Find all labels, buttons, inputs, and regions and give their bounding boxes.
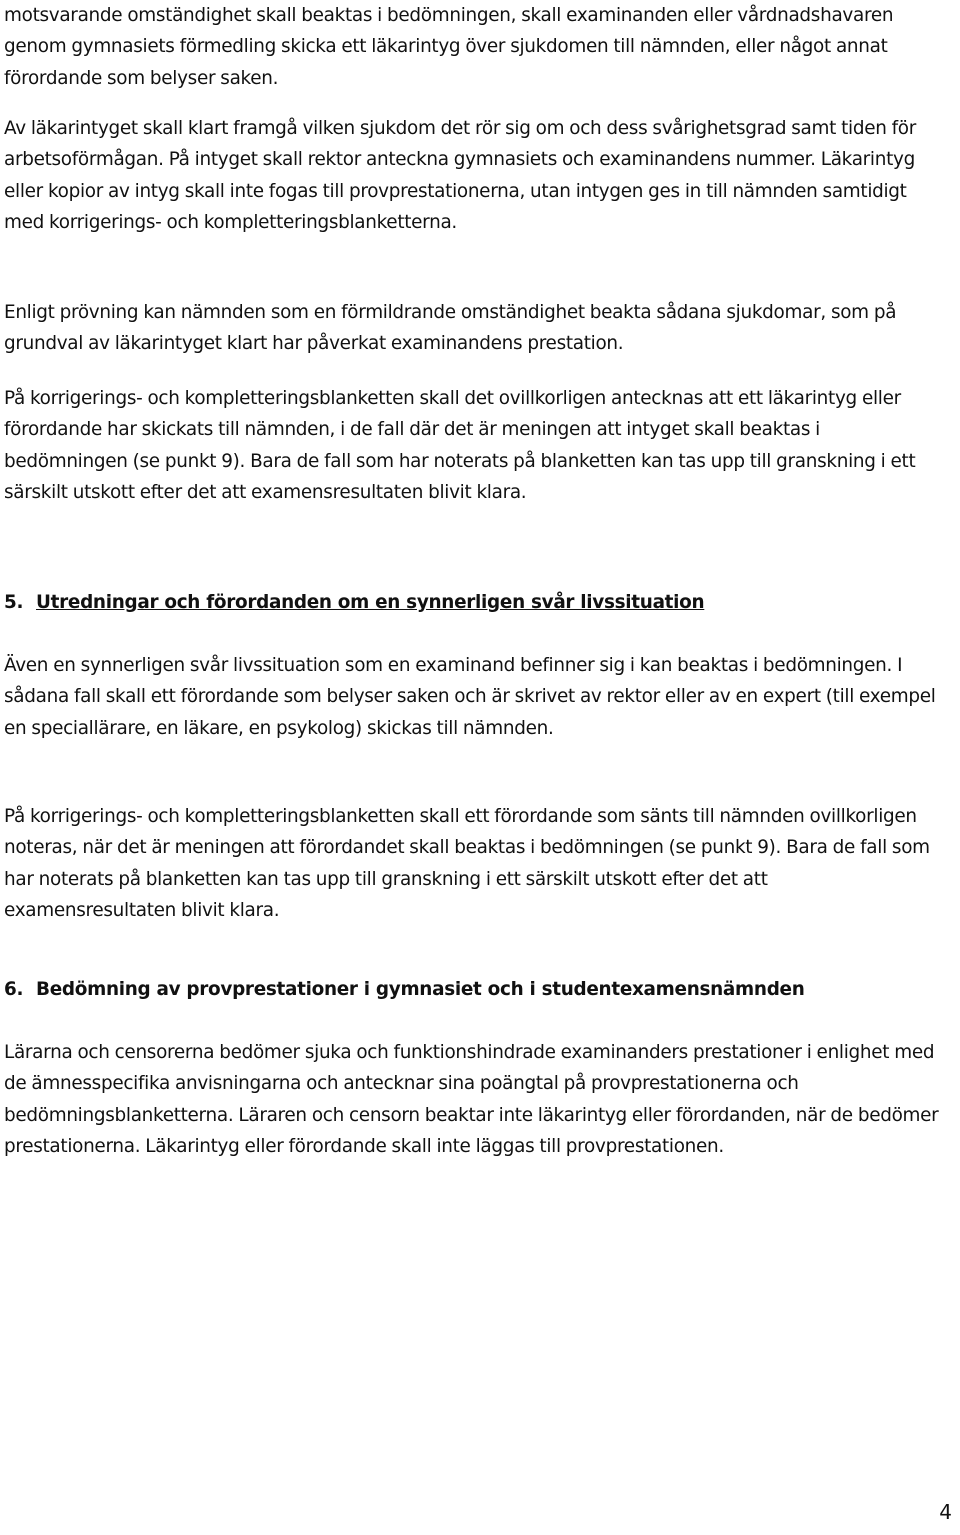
- paragraph-correction-form-note: På korrigerings- och kompletteringsblanketten skall det ovillkorligen antecknas att ett läkarintyg eller förordande har skickats till nämnden, i de fall där det är meningen att intyget skall beaktas i bedömningen (se punkt 9). Bara de fall som har noterats på blanketten kan tas upp till granskning i ett särskilt utskott efter det att examensresultaten blivit klara.: [4, 388, 916, 504]
- section-5-title: Utredningar och förordanden om en synnerligen svår livssituation: [36, 592, 705, 613]
- paragraph-assessment-procedure: Lärarna och censorerna bedömer sjuka och funktionshindrade examinanders prestationer i enlighet med de ämnesspecifika anvisningarna och antecknar sina poängtal på provprestationerna och bedömningsblanketterna. Läraren och censorn beaktar inte läkarintyg eller förordanden, när de bedömer prestationerna. Läkarintyg eller förordande skall inte läggas till provprestationen.: [4, 1042, 939, 1158]
- section-6-title: Bedömning av provprestationer i gymnasiet och i studentexamensnämnden: [36, 979, 805, 1000]
- section-5-heading: [4, 587, 944, 618]
- paragraph-difficult-life-situation: Även en synnerligen svår livssituation som en examinand befinner sig i kan beaktas i bedömningen. I sådana fall skall ett förordande som belyser saken och är skrivet av rektor eller av en expert (till exempel en speciallärare, en läkare, en psykolog) skickas till nämnden.: [4, 655, 936, 739]
- paragraph-mitigating-circumstances: Enligt prövning kan nämnden som en förmildrande omständighet beakta sådana sjukdomar, som på grundval av läkarintyget klart har påverkat examinandens prestation.: [4, 302, 897, 355]
- page-number: 4: [939, 1500, 952, 1524]
- section-6-number: 6.: [4, 979, 24, 1000]
- section-5-number: 5.: [4, 592, 24, 613]
- paragraph-medical-certificate-requirements: Av läkarintyget skall klart framgå vilken sjukdom det rör sig om och dess svårighetsgrad samt tiden för arbetsoförmågan. På intyget skall rektor anteckna gymnasiets och examinandens nummer. Läkarintyg eller kopior av intyg skall inte fogas till provprestationerna, utan intygen ges in till nämnden samtidigt med korrigerings- och kompletteringsblanketterna.: [4, 118, 916, 234]
- section-6-heading: [4, 974, 944, 1005]
- paragraph-recommendation-noted: På korrigerings- och kompletteringsblanketten skall ett förordande som sänts till nämnden ovillkorligen noteras, när det är meningen att förordandet skall beaktas i bedömningen (se punkt 9). Bara de fall som har noterats på blanketten kan tas upp till granskning i ett särskilt utskott efter det att examensresultaten blivit klara.: [4, 806, 930, 922]
- paragraph-medical-condition-continued: motsvarande omständighet skall beaktas i bedömningen, skall examinanden eller vårdnadshavaren genom gymnasiets förmedling skicka ett läkarintyg över sjukdomen till nämnden, eller något annat förordande som belyser saken.: [4, 5, 894, 89]
